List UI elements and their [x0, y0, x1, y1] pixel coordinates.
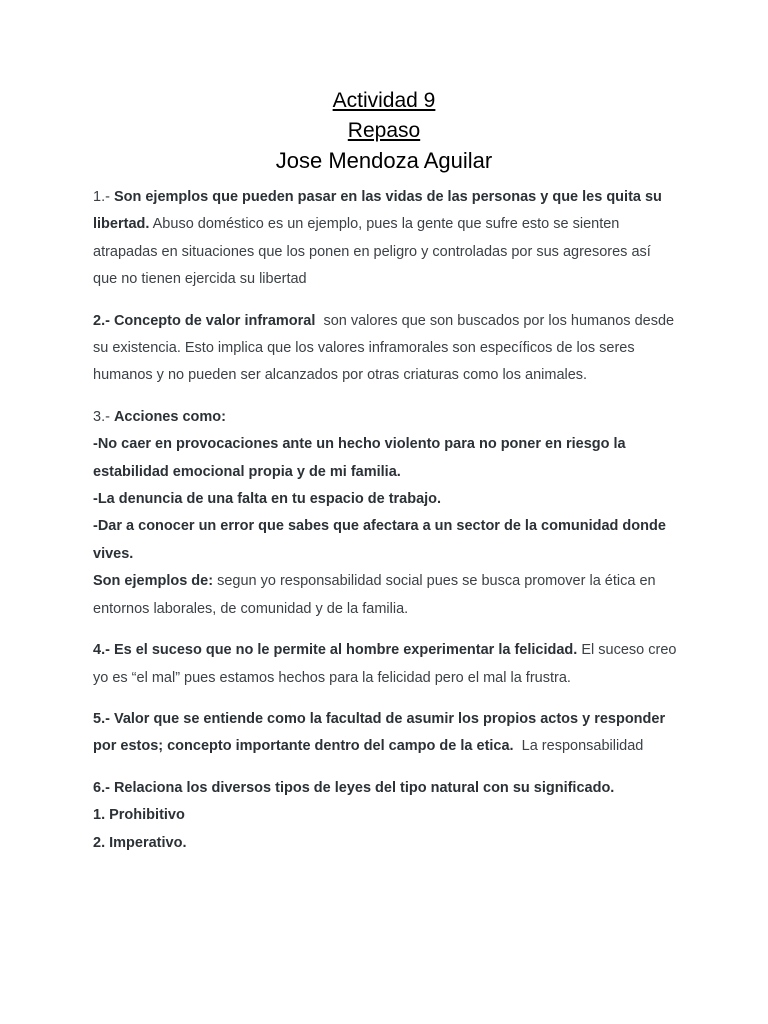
document-header: [0, 86, 768, 176]
question-3-item: -No caer en provocaciones ante un hecho violento para no poner en riesgo la estabilidad emocional propia y de mi familia.: [93, 436, 626, 480]
question-5: [93, 706, 678, 761]
document-title: Actividad 9: [332, 89, 436, 112]
document-author: Jose Mendoza Aguilar: [275, 148, 493, 173]
question-3-intro: [93, 404, 678, 431]
question-2: [93, 308, 678, 390]
question-2-answer: son valores que son buscados por los humanos desde su existencia. Esto implica que los valores inframorales son específicos de los seres humanos y no pueden ser alcanzados por otras criaturas como los animales.: [93, 312, 675, 384]
question-6-item: 1. Prohibitivo: [93, 807, 185, 824]
question-3-answer-label: Son ejemplos de:: [93, 573, 214, 590]
question-3-prompt: Acciones como:: [113, 408, 226, 425]
document-subtitle: Repaso: [347, 119, 421, 142]
question-1: [93, 184, 678, 294]
question-1-answer: Abuso doméstico es un ejemplo, pues la gente que sufre esto se sienten atrapadas en situaciones que los ponen en peligro y controladas por sus agresores así que no tienen ejercida su libertad: [93, 216, 651, 288]
question-2-prompt: 2.- Concepto de valor inframoral: [93, 312, 316, 329]
question-5-answer: La responsabilidad: [521, 738, 644, 755]
question-4-answer: El suceso creo yo es “el mal” pues estamos hechos para la felicidad pero el mal la frustra.: [93, 642, 677, 686]
question-3-number: 3.-: [93, 408, 110, 425]
question-4: [93, 637, 678, 692]
question-1-prompt: Son ejemplos que pueden pasar en las vidas de las personas y que les quita su libertad.: [93, 189, 662, 233]
question-6-prompt: 6.- Relaciona los diversos tipos de leyes del tipo natural con su significado.: [93, 779, 615, 796]
question-3-item: -La denuncia de una falta en tu espacio de trabajo.: [93, 491, 442, 508]
question-3-item: -Dar a conocer un error que sabes que afectara a un sector de la comunidad donde vives.: [93, 518, 666, 562]
question-6-item: 2. Imperativo.: [93, 834, 187, 851]
question-6: [93, 775, 678, 857]
question-3-answer: segun yo responsabilidad social pues se busca promover la ética en entornos laborales, de comunidad y de la familia.: [93, 573, 656, 617]
question-5-prompt: 5.- Valor que se entiende como la facultad de asumir los propios actos y responder por estos; concepto importante dentro del campo de la etica.: [93, 710, 666, 755]
question-3-answer-line: [93, 568, 678, 623]
question-3: [93, 404, 678, 623]
question-4-prompt: 4.- Es el suceso que no le permite al hombre experimentar la felicidad.: [93, 642, 578, 659]
document-body: [93, 184, 678, 857]
question-1-number: 1.-: [93, 189, 110, 205]
